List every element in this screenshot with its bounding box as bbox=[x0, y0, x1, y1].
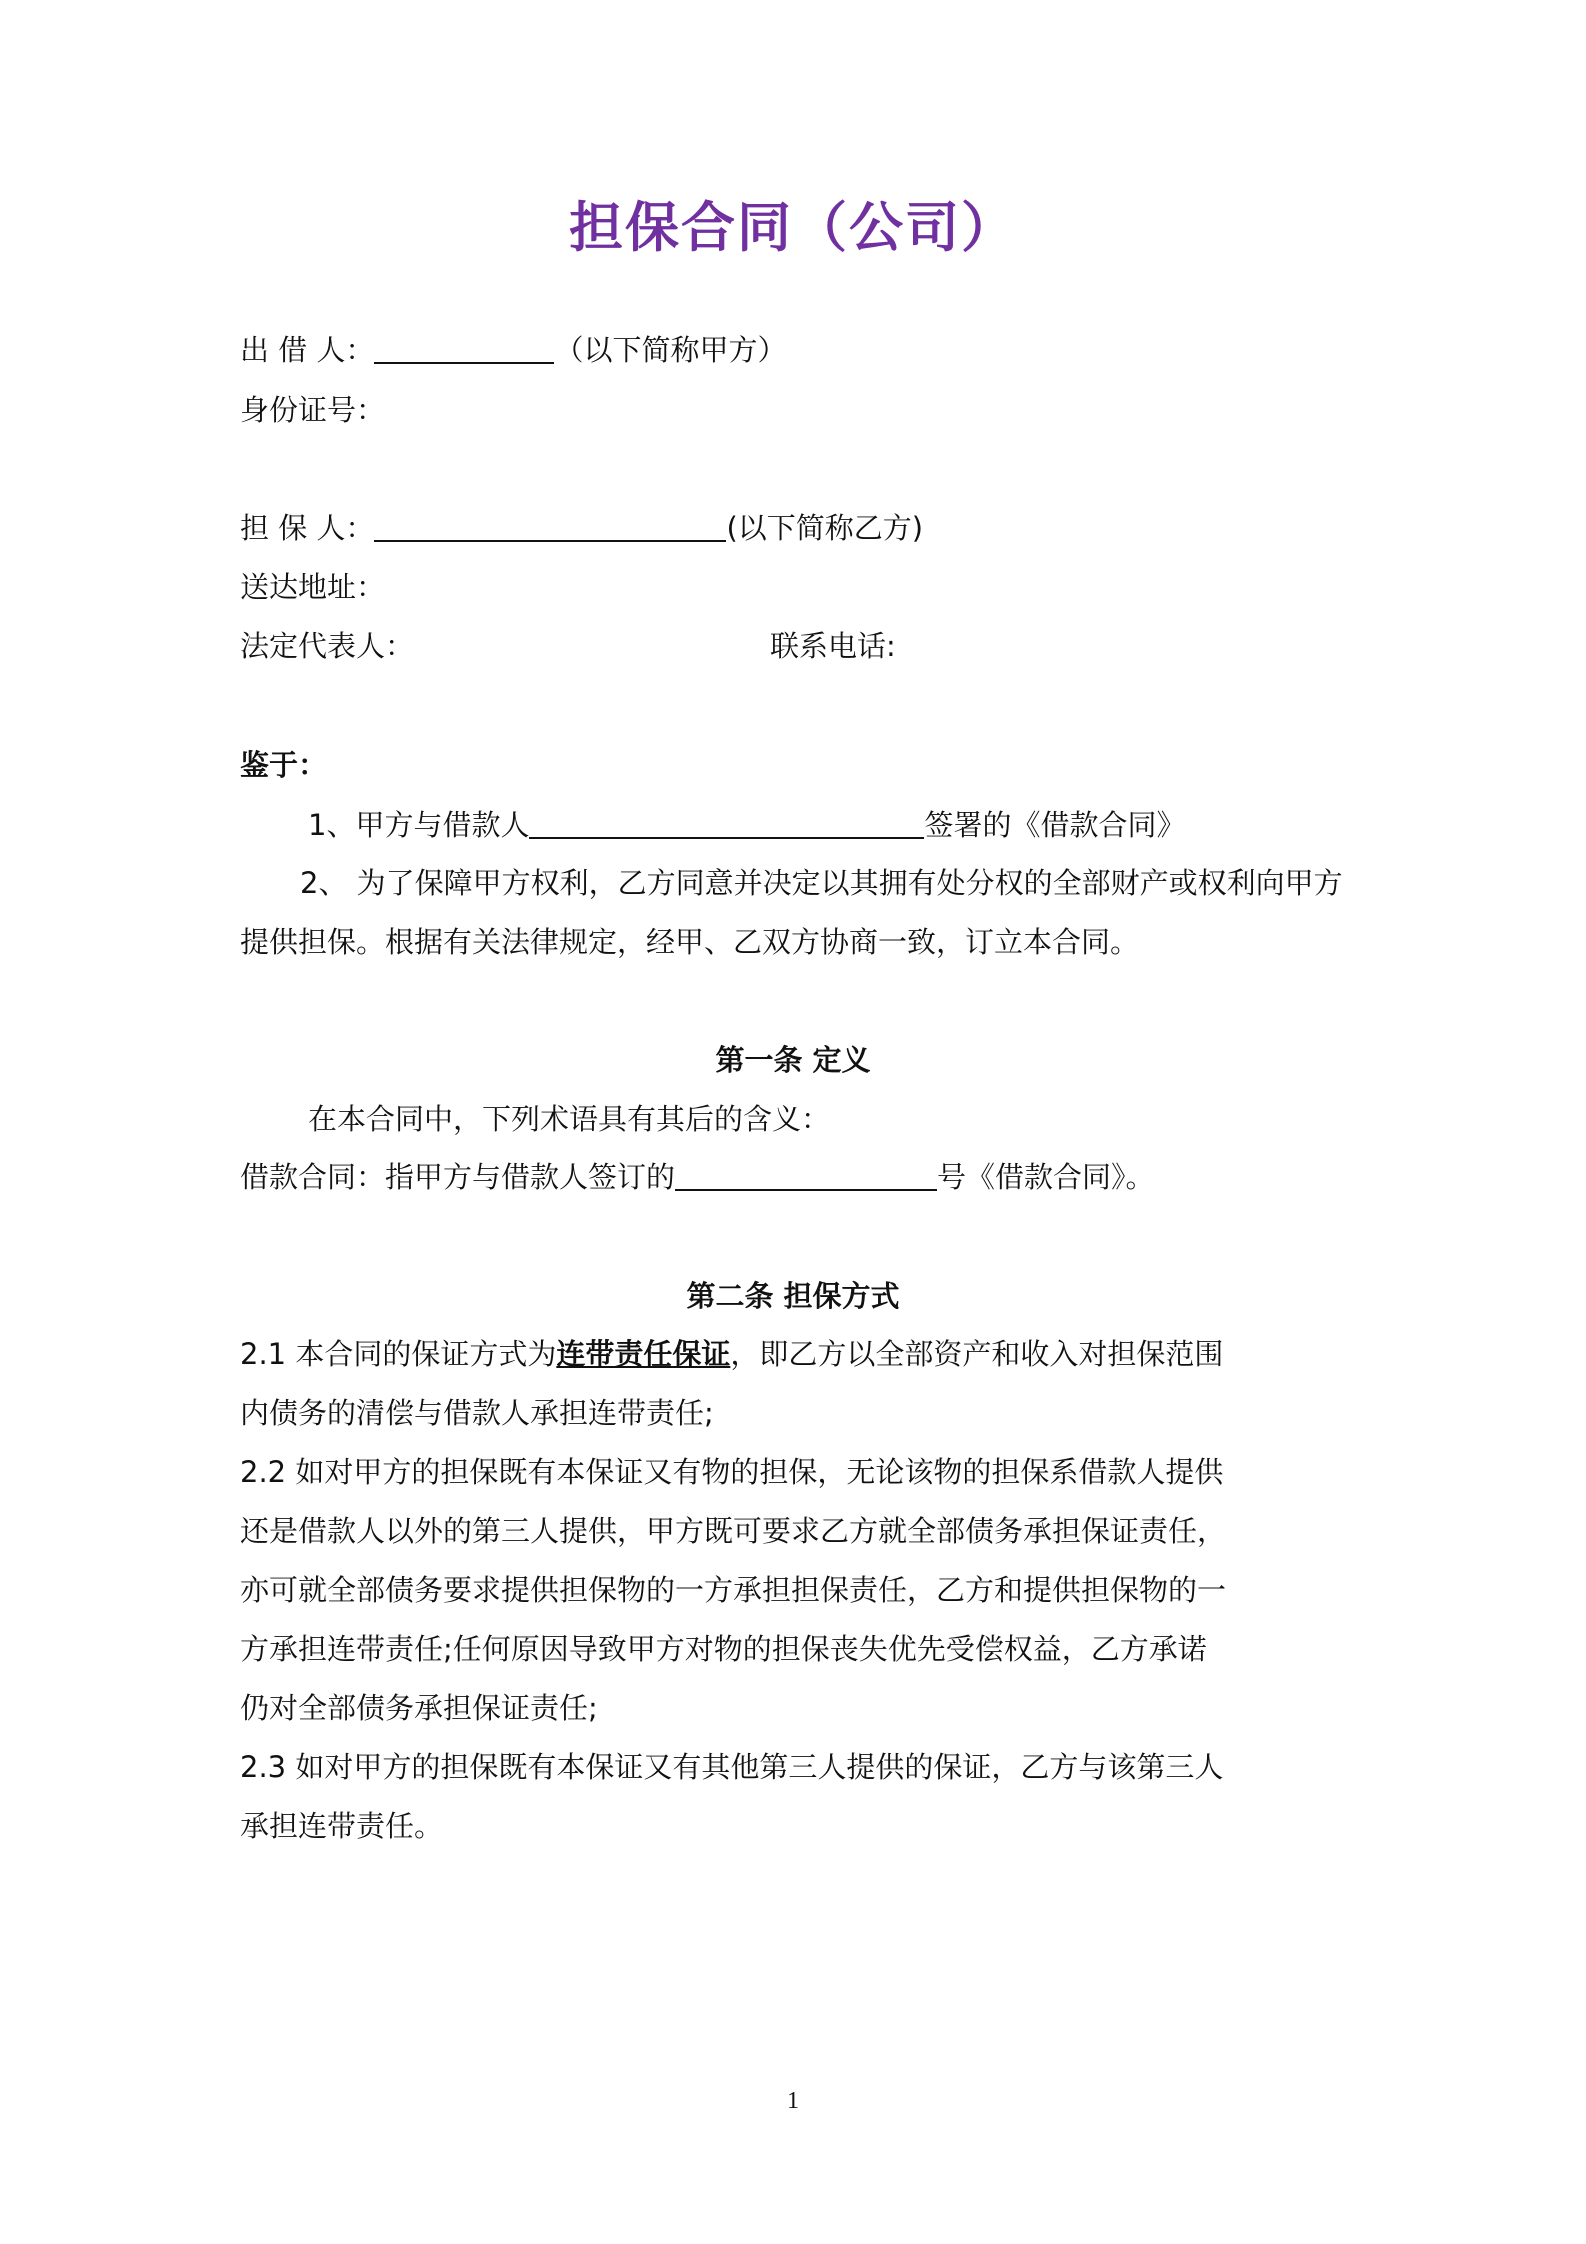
id-number-field bbox=[240, 390, 1360, 430]
article-1-heading: 第一条 定义 bbox=[715, 1043, 871, 1077]
clause-2-1-emphasis: 连带责任保证 bbox=[556, 1337, 731, 1371]
whereas-item-1-prefix: 1、甲方与借款人 bbox=[308, 808, 530, 842]
clause-2-1-suffix: ，即乙方以全部资产和收入对担保范围 bbox=[730, 1337, 1224, 1371]
lender-suffix: （以下简称甲方） bbox=[554, 333, 787, 367]
phone-label: 联系电话: bbox=[770, 629, 896, 663]
contract-number-blank[interactable] bbox=[675, 1159, 937, 1191]
borrower-blank[interactable] bbox=[529, 807, 924, 839]
clause-2-2-line: 仍对全部债务承担保证责任; bbox=[240, 1691, 598, 1725]
id-number-label: 身份证号： bbox=[240, 393, 386, 427]
clause-2-3-line: 承担连带责任。 bbox=[240, 1809, 444, 1843]
lender-field bbox=[240, 330, 1360, 370]
clause-2-1-line-1 bbox=[240, 1334, 1360, 1374]
legal-rep-field bbox=[240, 626, 1360, 666]
guarantor-field bbox=[240, 508, 1360, 548]
lender-blank[interactable] bbox=[374, 332, 554, 364]
whereas-item-1 bbox=[240, 805, 1428, 845]
clause-2-2-line: 还是借款人以外的第三人提供，甲方既可要求乙方就全部债务承担保证责任， bbox=[240, 1514, 1227, 1548]
guarantor-blank[interactable] bbox=[374, 510, 726, 542]
clause-2-2-line: 亦可就全部债务要求提供担保物的一方承担担保责任，乙方和提供担保物的一 bbox=[240, 1573, 1227, 1607]
clause-2-1-prefix: 2.1 本合同的保证方式为 bbox=[240, 1337, 557, 1371]
document-title: 担保合同（公司） bbox=[569, 196, 1017, 259]
article-1-intro: 在本合同中，下列术语具有其后的含义： bbox=[308, 1102, 831, 1136]
article-2-heading: 第二条 担保方式 bbox=[686, 1279, 900, 1313]
clause-2-3-line: 2.3 如对甲方的担保既有本保证又有其他第三人提供的保证，乙方与该第三人 bbox=[240, 1750, 1224, 1784]
legal-rep-label: 法定代表人： bbox=[240, 629, 415, 663]
guarantor-label: 担 保 人： bbox=[240, 511, 375, 545]
whereas-item-2-line-1: 2、 为了保障甲方权利，乙方同意并决定以其拥有处分权的全部财产或权利向甲方 bbox=[300, 866, 1343, 900]
address-label: 送达地址： bbox=[240, 570, 386, 604]
lender-label: 出 借 人： bbox=[240, 333, 375, 367]
guarantor-suffix: (以下简称乙方) bbox=[726, 511, 924, 545]
address-field bbox=[240, 567, 1360, 607]
clause-2-2-line: 方承担连带责任;任何原因导致甲方对物的担保丧失优先受偿权益，乙方承诺 bbox=[240, 1632, 1207, 1666]
whereas-item-2-line-2: 提供担保。根据有关法律规定，经甲、乙双方协商一致，订立本合同。 bbox=[240, 925, 1140, 959]
whereas-heading: 鉴于： bbox=[240, 748, 328, 782]
whereas-item-1-suffix: 签署的《借款合同》 bbox=[924, 808, 1186, 842]
page-number: 1 bbox=[787, 2088, 799, 2114]
clause-2-1-line-2: 内债务的清偿与借款人承担连带责任; bbox=[240, 1396, 714, 1430]
definition-prefix: 借款合同：指甲方与借款人签订的 bbox=[240, 1160, 676, 1194]
loan-contract-definition bbox=[240, 1157, 1360, 1197]
clause-2-2-line: 2.2 如对甲方的担保既有本保证又有物的担保，无论该物的担保系借款人提供 bbox=[240, 1455, 1224, 1489]
definition-suffix: 号《借款合同》。 bbox=[937, 1160, 1155, 1194]
